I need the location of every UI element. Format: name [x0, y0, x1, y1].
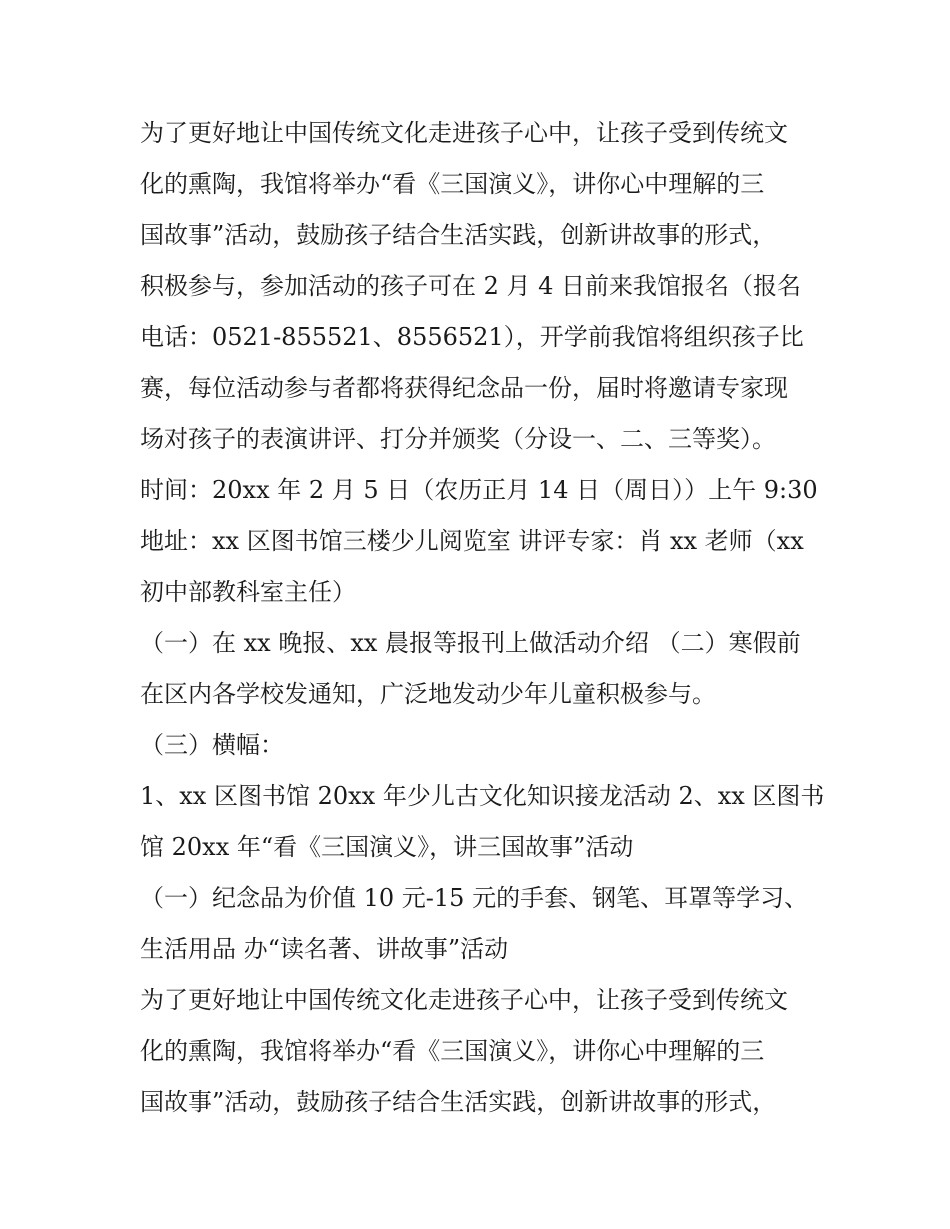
text-line: 国故事”活动，鼓励孩子结合生活实践，创新讲故事的形式，: [140, 1088, 777, 1116]
text-line: 时间：20xx 年 2 月 5 日（农历正月 14 日（周日））上午 9:30: [140, 476, 818, 504]
text-line: 化的熏陶，我馆将举办“看《三国演义》，讲你心中理解的三: [140, 1037, 765, 1065]
text-line: 地址：xx 区图书馆三楼少儿阅览室 讲评专家：肖 xx 老师（xx: [140, 527, 804, 555]
text-line: 场对孩子的表演讲评、打分并颁奖（分设一、二、三等奖）。: [140, 425, 776, 453]
text-line: 化的熏陶，我馆将举办“看《三国演义》，讲你心中理解的三: [140, 170, 765, 198]
text-line: 积极参与，参加活动的孩子可在 2 月 4 日前来我馆报名（报名: [140, 272, 802, 300]
text-line: 电话：0521-855521、8556521），开学前我馆将组织孩子比: [140, 323, 804, 351]
document-body: [140, 108, 825, 1128]
text-line: 为了更好地让中国传统文化走进孩子心中，让孩子受到传统文: [140, 986, 788, 1014]
text-line: 生活用品 办“读名著、讲故事”活动: [140, 935, 509, 963]
text-line: 国故事”活动，鼓励孩子结合生活实践，创新讲故事的形式，: [140, 221, 777, 249]
text-line: （三）横幅：: [140, 731, 284, 759]
text-line: 在区内各学校发通知，广泛地发动少年儿童积极参与。: [140, 680, 716, 708]
text-line: 1、xx 区图书馆 20xx 年少儿古文化知识接龙活动 2、xx 区图书: [140, 782, 825, 810]
text-line: 赛，每位活动参与者都将获得纪念品一份，届时将邀请专家现: [140, 374, 788, 402]
text-line: 馆 20xx 年“看《三国演义》，讲三国故事”活动: [140, 833, 634, 861]
text-line: （一）纪念品为价值 10 元-15 元的手套、钢笔、耳罩等学习、: [140, 884, 809, 912]
text-line: 为了更好地让中国传统文化走进孩子心中，让孩子受到传统文: [140, 119, 788, 147]
text-line: （一）在 xx 晚报、xx 晨报等报刊上做活动介绍 （二）寒假前: [140, 629, 801, 657]
text-line: 初中部教科室主任）: [140, 578, 356, 606]
